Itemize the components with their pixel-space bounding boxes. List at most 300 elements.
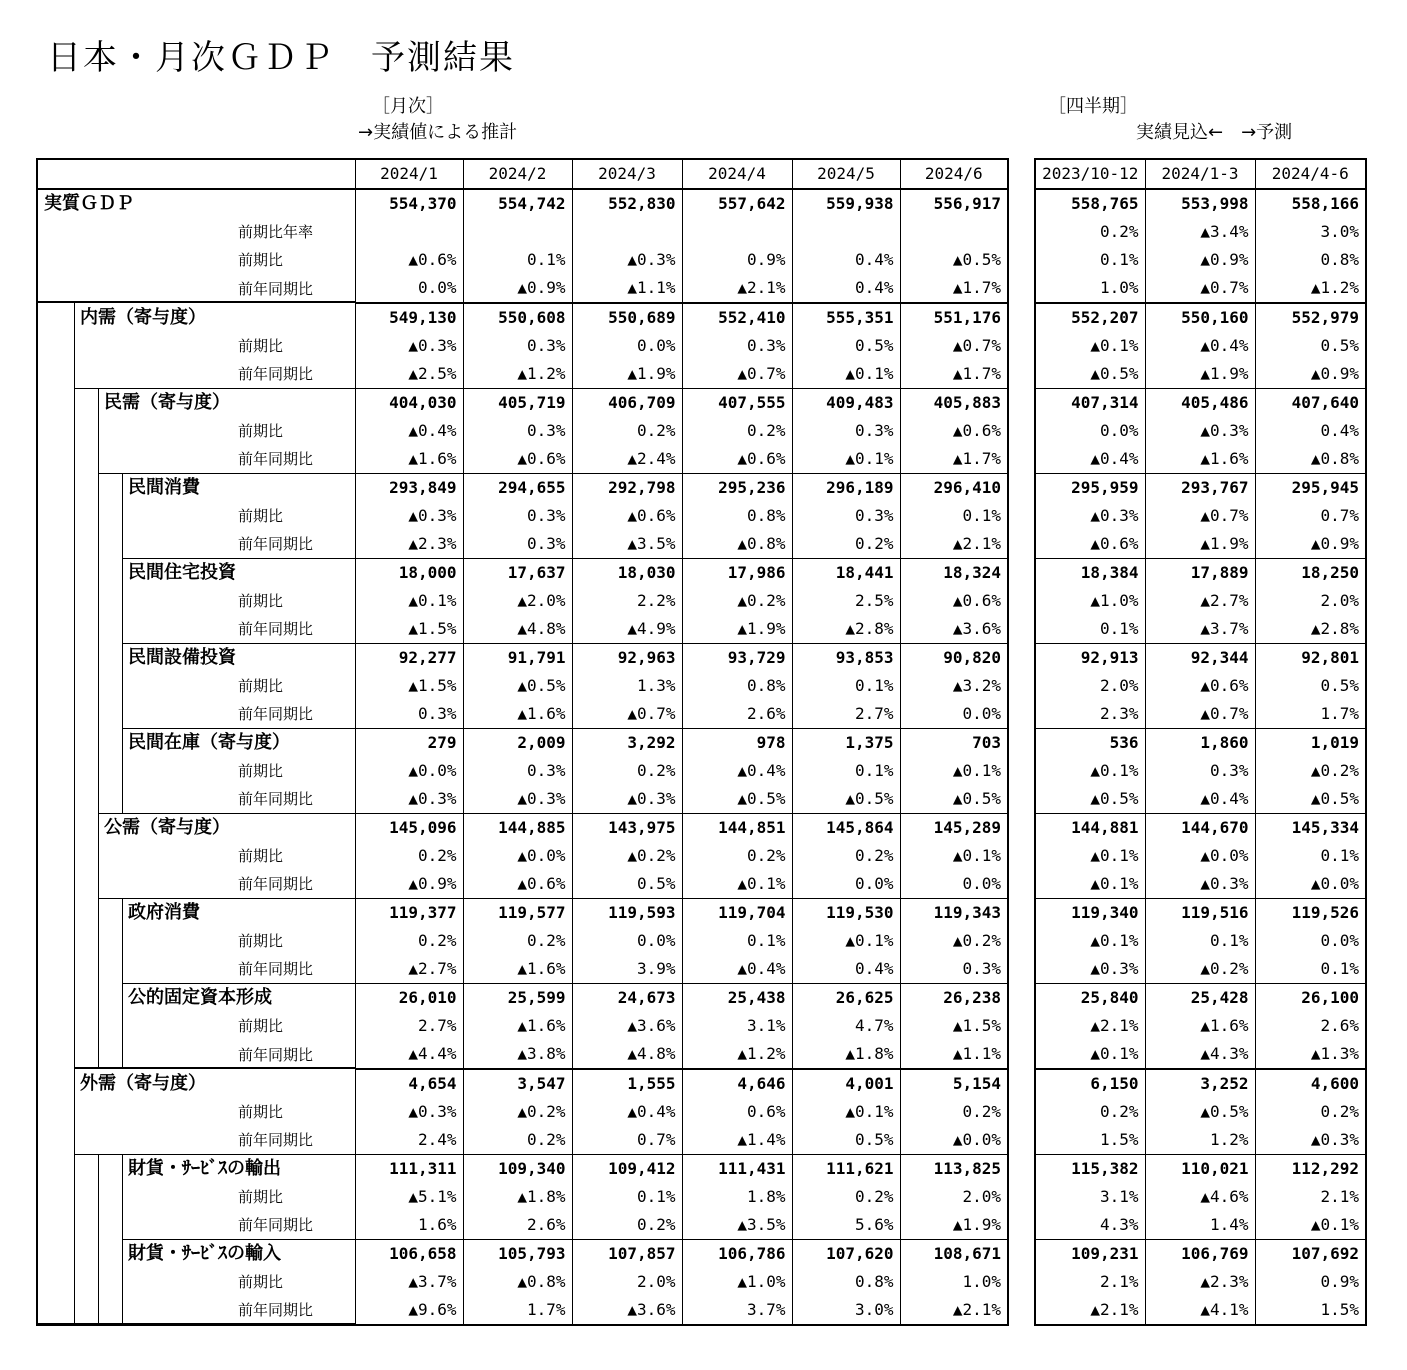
value-cell: ▲0.4% — [682, 757, 792, 785]
value-cell: ▲1.2% — [682, 1040, 792, 1069]
value-cell: ▲4.8% — [572, 1040, 682, 1069]
table-row-item — [1035, 1155, 1366, 1184]
value-cell: 0.2% — [355, 927, 463, 955]
value-cell: ▲0.3% — [1145, 417, 1255, 445]
value-cell: ▲1.8% — [463, 1183, 572, 1211]
row-label: 前年同期比 — [37, 1211, 355, 1240]
value-cell: 2.0% — [1099, 676, 1139, 695]
value-cell: ▲0.3% — [1145, 870, 1255, 899]
row-label: 財貨・ｻｰﾋﾞｽの輸出 — [37, 1155, 355, 1184]
row-label: 前期比 — [238, 251, 284, 269]
table-row-ratio — [1035, 1268, 1366, 1296]
value-cell: 0.4% — [792, 274, 900, 303]
value-cell: ▲2.8% — [792, 615, 900, 644]
value-cell: 145,289 — [900, 814, 1008, 843]
column-header: 2024/4-6 — [1255, 159, 1366, 189]
table-row-item — [1035, 389, 1366, 418]
value-cell: 0.3% — [463, 530, 572, 559]
value-cell: ▲1.0% — [1090, 591, 1139, 610]
table-row-ratio — [1035, 955, 1366, 984]
value-cell: 1.0% — [1035, 274, 1145, 303]
value-cell — [355, 218, 463, 246]
value-cell: 5,154 — [900, 1069, 1008, 1098]
value-cell: ▲0.0% — [463, 842, 572, 870]
value-cell: ▲2.1% — [1090, 1016, 1139, 1035]
row-label: 前年同期比 — [37, 700, 355, 729]
table-row-item — [37, 644, 1008, 673]
table-row-ratio — [37, 955, 1008, 984]
value-cell — [682, 218, 792, 246]
value-cell: 90,820 — [900, 644, 1008, 673]
value-cell: 4,001 — [792, 1069, 900, 1098]
value-cell: ▲5.1% — [355, 1183, 463, 1211]
value-cell: ▲0.7% — [900, 332, 1008, 360]
value-cell: ▲2.5% — [355, 360, 463, 389]
value-cell: ▲0.3% — [355, 502, 463, 530]
value-cell: 0.2% — [1255, 1098, 1366, 1126]
table-row-ratio — [37, 1012, 1008, 1040]
value-cell: 91,791 — [463, 644, 572, 673]
value-cell: ▲0.8% — [1255, 445, 1366, 474]
value-cell: ▲0.3% — [355, 332, 463, 360]
value-cell — [572, 218, 682, 246]
value-cell — [463, 218, 572, 246]
row-label: 前期比 — [37, 927, 355, 955]
value-cell: ▲0.4% — [572, 1098, 682, 1126]
value-cell: 0.2% — [463, 927, 572, 955]
value-cell: 0.2% — [572, 1211, 682, 1240]
value-cell: ▲2.8% — [1255, 615, 1366, 644]
value-cell: 24,673 — [572, 984, 682, 1013]
row-label: 公的固定資本形成 — [37, 984, 355, 1013]
value-cell: 558,765 — [1071, 194, 1139, 213]
value-cell: ▲4.3% — [1145, 1040, 1255, 1069]
value-cell: 1.2% — [1145, 1126, 1255, 1155]
value-cell: 0.4% — [792, 955, 900, 984]
value-cell: ▲1.6% — [463, 1012, 572, 1040]
value-cell: 553,998 — [1145, 189, 1255, 218]
value-cell: 26,010 — [355, 984, 463, 1013]
table-row-ratio — [1035, 842, 1366, 870]
table-row-item — [1035, 303, 1366, 332]
value-cell: ▲3.5% — [572, 530, 682, 559]
value-cell: 0.3% — [682, 332, 792, 360]
table-row-ratio — [1035, 530, 1366, 559]
value-cell: ▲0.3% — [463, 785, 572, 814]
row-label: 前年同期比 — [37, 785, 355, 814]
value-cell: 2.5% — [792, 587, 900, 615]
row-label: 前期比 — [37, 842, 355, 870]
value-cell: 554,742 — [463, 189, 572, 218]
value-cell — [900, 218, 1008, 246]
value-cell: 2,009 — [463, 729, 572, 758]
value-cell: 550,160 — [1145, 303, 1255, 332]
value-cell: 0.1% — [572, 1183, 682, 1211]
value-cell: 551,176 — [900, 303, 1008, 332]
value-cell: ▲2.3% — [1145, 1268, 1255, 1296]
table-row-item — [37, 1155, 1008, 1184]
value-cell: 0.8% — [792, 1268, 900, 1296]
table-row-ratio — [1035, 1211, 1366, 1240]
value-cell: 105,793 — [463, 1240, 572, 1269]
value-cell: ▲0.7% — [1145, 274, 1255, 303]
value-cell: 405,486 — [1145, 389, 1255, 418]
row-label: 財貨・ｻｰﾋﾞｽの輸入 — [37, 1240, 355, 1269]
value-cell: 1.4% — [1145, 1211, 1255, 1240]
value-cell: 407,314 — [1071, 393, 1139, 412]
row-label: 前期比 — [37, 502, 355, 530]
value-cell: 119,593 — [572, 899, 682, 928]
value-cell: 0.2% — [792, 530, 900, 559]
value-cell: 0.3% — [1145, 757, 1255, 785]
row-label: 前期比 — [37, 1268, 355, 1296]
value-cell: ▲1.7% — [900, 445, 1008, 474]
value-cell: ▲0.4% — [1145, 332, 1255, 360]
table-row-ratio — [1035, 1296, 1366, 1325]
table-row-ratio — [1035, 1012, 1366, 1040]
value-cell: ▲0.7% — [572, 700, 682, 729]
value-cell: ▲2.1% — [900, 530, 1008, 559]
value-cell: ▲0.6% — [355, 246, 463, 274]
value-cell: 4,646 — [682, 1069, 792, 1098]
value-cell: 294,655 — [463, 474, 572, 503]
value-cell: 5.6% — [792, 1211, 900, 1240]
value-cell: 3.1% — [1099, 1187, 1139, 1206]
value-cell: ▲0.5% — [682, 785, 792, 814]
value-cell: ▲3.7% — [355, 1268, 463, 1296]
value-cell: ▲2.4% — [572, 445, 682, 474]
value-cell: 2.2% — [572, 587, 682, 615]
value-cell: ▲0.9% — [1255, 360, 1366, 389]
monthly-header-row — [37, 159, 1008, 189]
value-cell: ▲2.0% — [463, 587, 572, 615]
value-cell: 18,000 — [355, 559, 463, 588]
value-cell: 3.9% — [572, 955, 682, 984]
value-cell: ▲0.6% — [1035, 530, 1145, 559]
value-cell: ▲0.5% — [1145, 1098, 1255, 1126]
row-label: 外需（寄与度） — [37, 1069, 355, 1098]
table-row-ratio — [37, 445, 1008, 474]
value-cell: ▲0.5% — [1035, 785, 1145, 814]
value-cell: 0.5% — [1255, 672, 1366, 700]
value-cell: 145,334 — [1255, 814, 1366, 843]
value-cell: 0.7% — [1255, 502, 1366, 530]
value-cell: 0.2% — [682, 417, 792, 445]
value-cell: 552,830 — [572, 189, 682, 218]
value-cell: 3,547 — [463, 1069, 572, 1098]
value-cell: 92,801 — [1255, 644, 1366, 673]
table-row-ratio — [37, 587, 1008, 615]
value-cell: 0.6% — [682, 1098, 792, 1126]
value-cell: ▲0.3% — [355, 785, 463, 814]
value-cell: 0.1% — [1099, 250, 1139, 269]
value-cell: 111,621 — [792, 1155, 900, 1184]
value-cell: ▲2.3% — [355, 530, 463, 559]
value-cell: 2.3% — [1035, 700, 1145, 729]
value-cell: ▲0.6% — [572, 502, 682, 530]
value-cell: 296,189 — [792, 474, 900, 503]
table-row-item — [37, 559, 1008, 588]
value-cell: 26,238 — [900, 984, 1008, 1013]
table-row-item — [1035, 559, 1366, 588]
value-cell: 0.4% — [1255, 417, 1366, 445]
monthly-section-note: →実績値による推計 — [358, 122, 518, 143]
value-cell: ▲0.1% — [682, 870, 792, 899]
value-cell: ▲1.9% — [572, 360, 682, 389]
value-cell: ▲0.1% — [900, 757, 1008, 785]
row-label: 前年同期比 — [37, 1126, 355, 1155]
value-cell: 0.2% — [572, 417, 682, 445]
value-cell: 111,311 — [355, 1155, 463, 1184]
value-cell: 1.3% — [572, 672, 682, 700]
row-label: 前年同期比 — [37, 615, 355, 644]
value-cell: 107,857 — [572, 1240, 682, 1269]
table-row-ratio — [1035, 615, 1366, 644]
row-label: 前年同期比 — [37, 445, 355, 474]
value-cell: 555,351 — [792, 303, 900, 332]
table-row-ratio — [1035, 672, 1366, 700]
table-row-ratio — [1035, 587, 1366, 615]
value-cell: 550,689 — [572, 303, 682, 332]
value-cell: 3.0% — [1255, 218, 1366, 246]
value-cell: ▲0.2% — [572, 842, 682, 870]
value-cell: ▲3.2% — [900, 672, 1008, 700]
value-cell: ▲4.6% — [1145, 1183, 1255, 1211]
row-label: 前期比 — [37, 417, 355, 445]
value-cell: 0.1% — [900, 502, 1008, 530]
value-cell: 18,441 — [792, 559, 900, 588]
value-cell: 2.1% — [1099, 1272, 1139, 1291]
table-row-ratio — [37, 246, 1008, 274]
table-row-item — [1035, 814, 1366, 843]
value-cell: 552,979 — [1255, 303, 1366, 332]
column-header: 2024/2 — [463, 159, 572, 189]
value-cell: 1,019 — [1255, 729, 1366, 758]
value-cell: ▲1.5% — [900, 1012, 1008, 1040]
value-cell: 6,150 — [1090, 1074, 1139, 1093]
value-cell: ▲0.3% — [572, 785, 682, 814]
table-row-ratio — [1035, 1126, 1366, 1155]
value-cell: ▲2.7% — [1145, 587, 1255, 615]
value-cell: ▲0.8% — [682, 530, 792, 559]
value-cell: ▲0.6% — [900, 587, 1008, 615]
table-row-ratio — [37, 332, 1008, 360]
value-cell: 2.0% — [900, 1183, 1008, 1211]
table-row-ratio — [37, 1040, 1008, 1069]
value-cell: ▲3.5% — [682, 1211, 792, 1240]
value-cell: ▲0.5% — [1255, 785, 1366, 814]
value-cell: 279 — [355, 729, 463, 758]
value-cell: ▲0.5% — [900, 785, 1008, 814]
table-row-ratio — [1035, 502, 1366, 530]
value-cell: ▲3.6% — [900, 615, 1008, 644]
value-cell: ▲1.6% — [355, 445, 463, 474]
table-row-ratio — [37, 502, 1008, 530]
value-cell: 293,767 — [1145, 474, 1255, 503]
table-row-item — [1035, 189, 1366, 218]
table-row-ratio — [37, 927, 1008, 955]
value-cell: 3.7% — [682, 1296, 792, 1325]
value-cell: ▲3.6% — [572, 1296, 682, 1325]
value-cell: 1.8% — [682, 1183, 792, 1211]
value-cell: 0.3% — [463, 417, 572, 445]
value-cell: 92,913 — [1080, 648, 1139, 667]
value-cell: ▲0.1% — [1090, 846, 1139, 865]
row-label: 前年同期比 — [37, 870, 355, 899]
value-cell: ▲0.2% — [1145, 955, 1255, 984]
table-row-ratio — [37, 785, 1008, 814]
value-cell: 119,704 — [682, 899, 792, 928]
table-row-item — [37, 303, 1008, 332]
value-cell: 0.9% — [682, 246, 792, 274]
value-cell: 552,207 — [1071, 308, 1139, 327]
value-cell: ▲4.9% — [572, 615, 682, 644]
value-cell: ▲0.9% — [1145, 246, 1255, 274]
value-cell: ▲0.9% — [355, 870, 463, 899]
value-cell: 119,516 — [1145, 899, 1255, 928]
table-row-ratio — [37, 417, 1008, 445]
value-cell: 119,530 — [792, 899, 900, 928]
value-cell: 144,851 — [682, 814, 792, 843]
value-cell: 0.3% — [463, 332, 572, 360]
value-cell: 119,340 — [1071, 903, 1139, 922]
value-cell: ▲0.1% — [1090, 336, 1139, 355]
value-cell: ▲9.6% — [355, 1296, 463, 1325]
row-label: 民間住宅投資 — [37, 559, 355, 588]
value-cell: 106,786 — [682, 1240, 792, 1269]
value-cell: 0.0% — [355, 274, 463, 303]
value-cell: ▲0.7% — [1145, 700, 1255, 729]
table-row-ratio — [37, 700, 1008, 729]
value-cell: ▲1.9% — [1145, 360, 1255, 389]
value-cell: 0.0% — [900, 870, 1008, 899]
value-cell: 108,671 — [900, 1240, 1008, 1269]
value-cell: ▲1.9% — [1145, 530, 1255, 559]
value-cell: 109,340 — [463, 1155, 572, 1184]
value-cell: 144,670 — [1145, 814, 1255, 843]
table-row-item — [1035, 984, 1366, 1013]
quarterly-section-note: 実績見込← →予測 — [1136, 122, 1293, 143]
value-cell: ▲0.1% — [1090, 761, 1139, 780]
table-row-ratio — [37, 615, 1008, 644]
value-cell: 558,166 — [1255, 189, 1366, 218]
value-cell: ▲1.3% — [1255, 1040, 1366, 1069]
value-cell: 0.1% — [792, 672, 900, 700]
table-row-ratio — [37, 1296, 1008, 1325]
table-row-item — [37, 729, 1008, 758]
row-label: 前年同期比 — [37, 530, 355, 559]
value-cell: 407,640 — [1255, 389, 1366, 418]
table-row-item — [37, 899, 1008, 928]
value-cell: 3.1% — [682, 1012, 792, 1040]
value-cell: 92,344 — [1145, 644, 1255, 673]
value-cell: ▲0.5% — [792, 785, 900, 814]
value-cell: 0.0% — [1255, 927, 1366, 955]
value-cell: 409,483 — [792, 389, 900, 418]
value-cell: ▲0.9% — [463, 274, 572, 303]
table-row-ratio — [37, 218, 1008, 246]
value-cell: ▲0.1% — [1255, 1211, 1366, 1240]
value-cell: 1.7% — [1255, 700, 1366, 729]
value-cell: ▲1.5% — [355, 615, 463, 644]
table-row-item — [1035, 644, 1366, 673]
value-cell: 556,917 — [900, 189, 1008, 218]
value-cell: 25,438 — [682, 984, 792, 1013]
value-cell: 559,938 — [792, 189, 900, 218]
row-label: 民間設備投資 — [37, 644, 355, 673]
value-cell: 2.7% — [792, 700, 900, 729]
value-cell: 0.2% — [572, 757, 682, 785]
quarterly-section-label: ［四半期］ — [1048, 96, 1138, 117]
value-cell: ▲0.5% — [463, 672, 572, 700]
value-cell: ▲0.1% — [355, 587, 463, 615]
value-cell: 109,412 — [572, 1155, 682, 1184]
value-cell: 17,986 — [682, 559, 792, 588]
value-cell: 106,658 — [355, 1240, 463, 1269]
column-header: 2024/6 — [900, 159, 1008, 189]
table-row-ratio — [37, 360, 1008, 389]
table-row-ratio — [37, 842, 1008, 870]
value-cell: ▲0.6% — [463, 445, 572, 474]
value-cell: 296,410 — [900, 474, 1008, 503]
value-cell: ▲0.0% — [1255, 870, 1366, 899]
table-row-ratio — [1035, 360, 1366, 389]
value-cell: 0.2% — [1099, 1102, 1139, 1121]
value-cell: ▲0.1% — [792, 927, 900, 955]
value-cell: 119,377 — [355, 899, 463, 928]
value-cell: ▲2.1% — [1035, 1296, 1145, 1325]
value-cell: 3,292 — [572, 729, 682, 758]
row-label: 前期比 — [37, 757, 355, 785]
table-row-item — [37, 474, 1008, 503]
value-cell: 703 — [900, 729, 1008, 758]
value-cell: ▲1.5% — [355, 672, 463, 700]
table-row-ratio — [1035, 218, 1366, 246]
table-row-ratio — [37, 1098, 1008, 1126]
value-cell: 1.5% — [1035, 1126, 1145, 1155]
value-cell: 3.0% — [792, 1296, 900, 1325]
value-cell: ▲0.0% — [1145, 842, 1255, 870]
value-cell: ▲0.2% — [463, 1098, 572, 1126]
value-cell: 18,250 — [1255, 559, 1366, 588]
value-cell: ▲0.0% — [900, 1126, 1008, 1155]
row-label: 前期比 — [37, 672, 355, 700]
value-cell: 26,625 — [792, 984, 900, 1013]
value-cell: ▲0.1% — [900, 842, 1008, 870]
row-label: 前期比 — [37, 1098, 355, 1126]
value-cell: ▲2.7% — [355, 955, 463, 984]
value-cell: ▲1.6% — [1145, 445, 1255, 474]
value-cell: 295,959 — [1071, 478, 1139, 497]
row-label: 前期比 — [37, 1183, 355, 1211]
value-cell: ▲1.7% — [900, 274, 1008, 303]
value-cell: 0.2% — [900, 1098, 1008, 1126]
value-cell: 549,130 — [355, 303, 463, 332]
value-cell: 107,692 — [1255, 1240, 1366, 1269]
value-cell: 25,428 — [1145, 984, 1255, 1013]
value-cell: ▲1.1% — [572, 274, 682, 303]
value-cell: 0.8% — [682, 672, 792, 700]
column-header: 2024/1-3 — [1145, 159, 1255, 189]
value-cell: 145,864 — [792, 814, 900, 843]
value-cell: 404,030 — [355, 389, 463, 418]
value-cell: ▲0.6% — [682, 445, 792, 474]
value-cell: 119,526 — [1255, 899, 1366, 928]
page-title: 日本・月次ＧＤＰ 予測結果 — [47, 38, 515, 78]
value-cell: 144,885 — [463, 814, 572, 843]
value-cell: 4,654 — [355, 1069, 463, 1098]
table-row-item — [37, 814, 1008, 843]
